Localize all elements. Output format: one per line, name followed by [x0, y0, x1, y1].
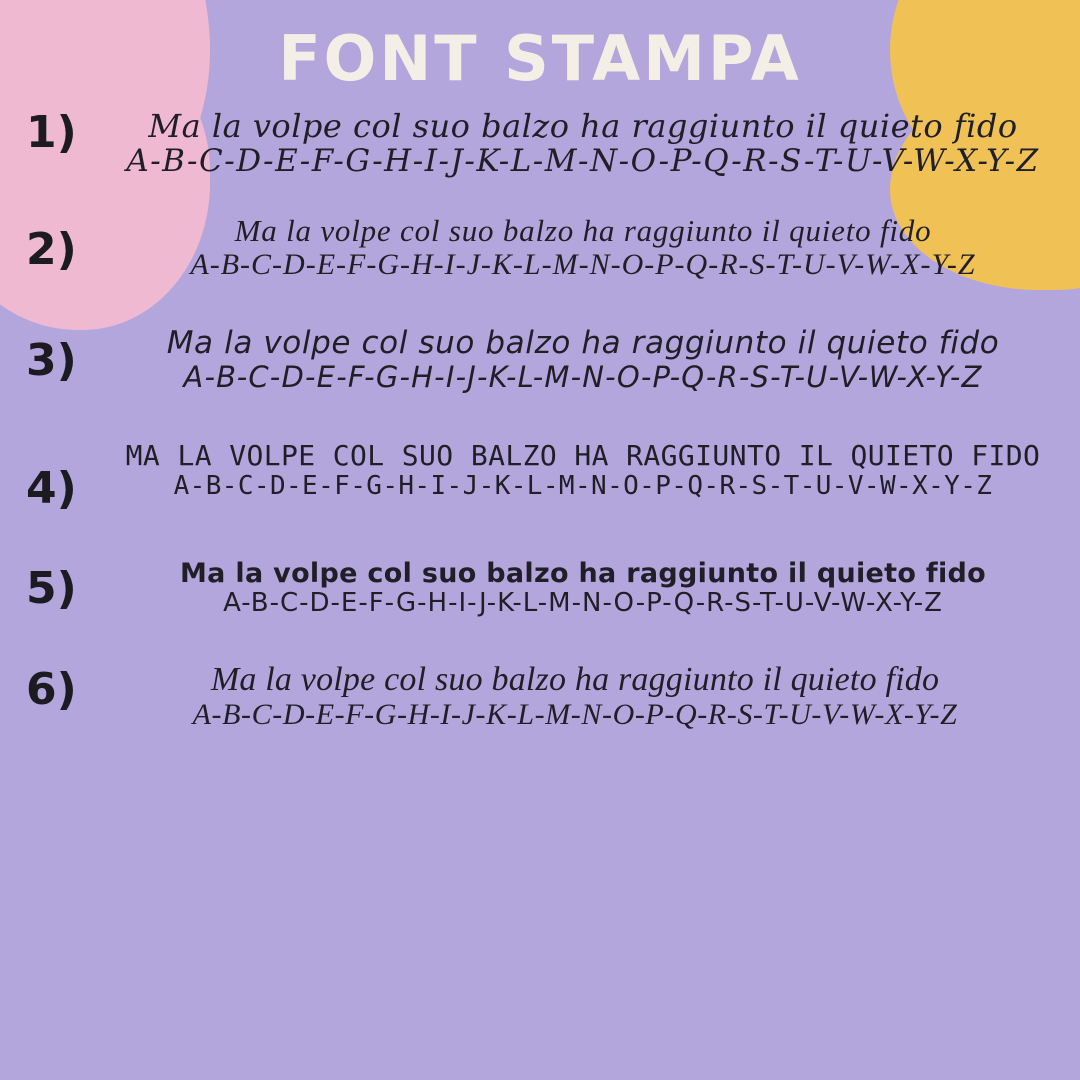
- font-sample-row: [26, 439, 1054, 515]
- font-sample-texts: [112, 327, 1054, 393]
- font-sample-texts: [112, 441, 1054, 500]
- font-sample-row: [26, 559, 1054, 617]
- font-sample-phrase: Ma la volpe col suo balzo ha raggiunto il quieto fido: [210, 660, 940, 698]
- font-sample-alphabet: A-B-C-D-E-F-G-H-I-J-K-L-M-N-O-P-Q-R-S-T-U-V-W-X-Y-Z: [183, 359, 983, 394]
- font-sample-number: 3): [26, 335, 77, 387]
- font-sample-phrase: MA LA VOLPE COL SUO BALZO HA RAGGIUNTO IL QUIETO FIDO: [125, 439, 1041, 473]
- font-sample-row: [26, 214, 1054, 281]
- font-sample-phrase: Ma la volpe col suo balzo ha raggiunto il quieto fido: [148, 107, 1018, 146]
- font-sample-alphabet: A-B-C-D-E-F-G-H-I-J-K-L-M-N-O-P-Q-R-S-T-U-V-W-X-Y-Z: [126, 142, 1040, 179]
- font-sample-list: [0, 91, 1080, 732]
- font-sample-texts: [112, 109, 1054, 178]
- font-sample-number: 2): [26, 224, 77, 276]
- font-sample-number: 4): [26, 463, 77, 515]
- font-sample-row: [26, 327, 1054, 393]
- font-sample-texts: [96, 662, 1054, 732]
- font-sample-number: 6): [26, 663, 77, 715]
- font-sample-alphabet: A-B-C-D-E-F-G-H-I-J-K-L-M-N-O-P-Q-R-S-T-U-V-W-X-Y-Z: [223, 587, 943, 618]
- font-sample-phrase: Ma la volpe col suo balzo ha raggiunto il quieto fido: [180, 558, 986, 590]
- font-sample-number: 5): [26, 563, 77, 615]
- page-title: FONT STAMPA: [278, 22, 802, 95]
- font-sample-row: [26, 109, 1054, 178]
- font-sample-phrase: Ma la volpe col suo balzo ha raggiunto il quieto fido: [234, 213, 932, 249]
- font-sample-alphabet: A-B-C-D-E-F-G-H-I-J-K-L-M-N-O-P-Q-R-S-T-U-V-W-X-Y-Z: [190, 247, 976, 281]
- font-sample-row: [26, 662, 1054, 732]
- font-sample-number: 1): [26, 107, 77, 159]
- font-sample-alphabet: A-B-C-D-E-F-G-H-I-J-K-L-M-N-O-P-Q-R-S-T-U-V-W-X-Y-Z: [173, 470, 993, 501]
- font-sample-texts: [112, 214, 1054, 281]
- font-sample-alphabet: A-B-C-D-E-F-G-H-I-J-K-L-M-N-O-P-Q-R-S-T-U-V-W-X-Y-Z: [192, 698, 958, 732]
- font-sample-phrase: Ma la volpe col suo balzo ha raggiunto il quieto fido: [166, 325, 1000, 362]
- font-sample-texts: [112, 559, 1054, 617]
